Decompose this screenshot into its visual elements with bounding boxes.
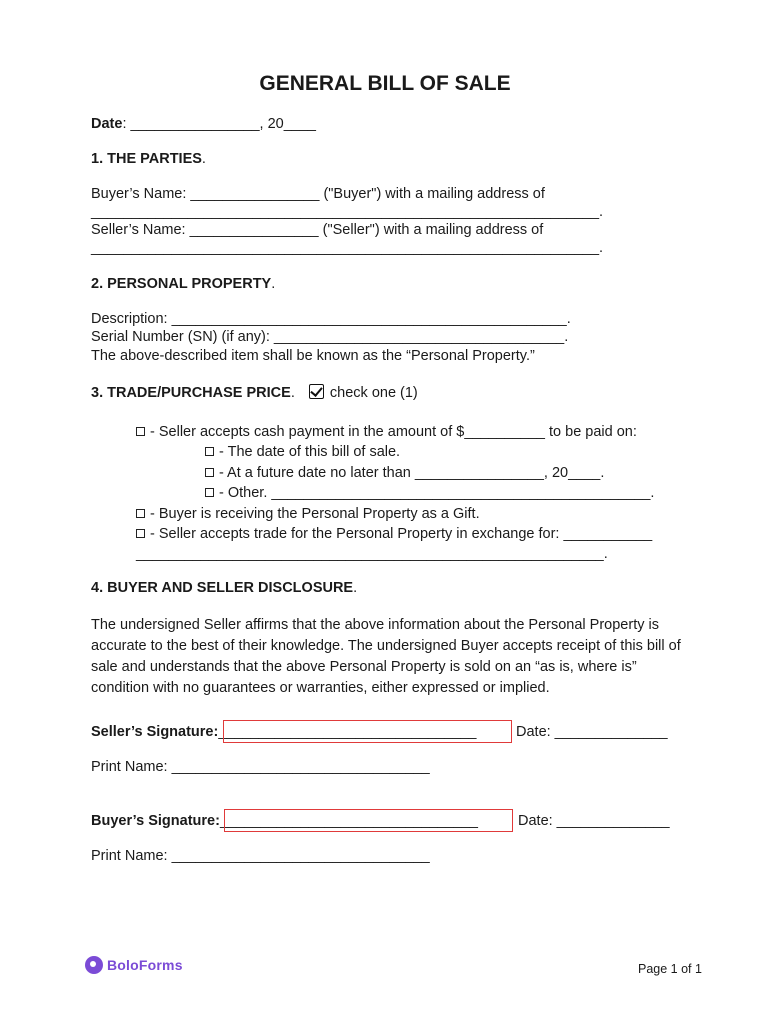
option-text: - Buyer is receiving the Personal Property as a Gift. — [150, 506, 480, 522]
heading-period: . — [290, 385, 295, 401]
known-as-line: The above-described item shall be known as the “Personal Property.” — [91, 348, 535, 364]
option-gift — [136, 506, 480, 522]
section-heading-text: 1. THE PARTIES — [91, 151, 202, 167]
buyer-date-line: Date: ______________ — [518, 813, 670, 829]
section-property-heading — [91, 276, 275, 292]
seller-signature-field[interactable] — [223, 720, 512, 743]
section-disclosure-heading — [91, 580, 357, 596]
boloforms-logo-icon — [85, 956, 103, 974]
checkbox-icon[interactable] — [205, 488, 214, 497]
boloforms-logo — [85, 956, 183, 974]
section-heading-text: 3. TRADE/PURCHASE PRICE — [91, 385, 291, 401]
seller-print-name-line: Print Name: ________________________________ — [91, 759, 430, 775]
checkbox-icon[interactable] — [136, 509, 145, 518]
buyer-signature-label: Buyer’s Signature — [91, 813, 216, 829]
label-colon: : — [215, 813, 220, 829]
page-number: Page 1 of 1 — [638, 962, 702, 976]
option-trade-line: __________________________________________________________. — [136, 546, 608, 562]
heading-period: . — [201, 151, 206, 167]
option-text: - The date of this bill of sale. — [219, 444, 401, 460]
description-line: Description: _________________________________________________. — [91, 311, 571, 327]
document-title: GENERAL BILL OF SALE — [259, 72, 511, 95]
buyer-name-line: Buyer’s Name: ________________ ("Buyer") with a mailing address of — [91, 186, 545, 202]
heading-period: . — [271, 276, 276, 292]
option-cash — [136, 424, 637, 440]
seller-signature-line: ________________________________ — [218, 724, 477, 740]
label-colon: : — [213, 724, 219, 740]
check-one-text: check one (1) — [329, 385, 418, 401]
serial-number-line: Serial Number (SN) (if any): ____________________________________. — [91, 329, 569, 345]
checkbox-icon[interactable] — [205, 468, 214, 477]
buyer-signature-field[interactable] — [224, 809, 513, 832]
heading-period: . — [353, 580, 358, 596]
logo-text: BoloForms — [107, 957, 183, 973]
date-field: : ________________, 20____ — [122, 116, 316, 132]
buyer-address-line: _______________________________________________________________. — [91, 204, 604, 220]
check-icon — [309, 384, 324, 399]
option-cash-date — [205, 444, 400, 460]
date-line — [91, 116, 316, 132]
option-text: - Seller accepts cash payment in the amount of $__________ to be paid on: — [150, 424, 637, 440]
option-cash-future — [205, 465, 604, 481]
checkbox-icon[interactable] — [136, 529, 145, 538]
buyer-print-name-line: Print Name: ________________________________ — [91, 848, 430, 864]
option-text: - Other. _______________________________________________. — [219, 485, 655, 501]
section-price-heading — [91, 384, 418, 401]
checkbox-icon[interactable] — [205, 447, 214, 456]
option-text: - Seller accepts trade for the Personal Property in exchange for: ___________ — [150, 526, 653, 542]
seller-name-line: Seller’s Name: ________________ ("Seller") with a mailing address of — [91, 222, 544, 238]
date-label: Date — [91, 116, 123, 132]
seller-address-line: _______________________________________________________________. — [91, 240, 604, 256]
section-heading-text: 2. PERSONAL PROPERTY — [91, 276, 272, 292]
buyer-signature-line: ________________________________ — [219, 813, 478, 829]
option-trade — [136, 526, 652, 542]
disclosure-paragraph: The undersigned Seller affirms that the above information about the Personal Property is accurate to the best of their knowledge. The undersigned Buyer accepts receipt of this bill of sale and understands that the above Personal Property is sold on an “as is, where is” condition with no guarantees or warranties, either expressed or implied. — [91, 617, 681, 696]
seller-signature-label: Seller’s Signature — [91, 724, 214, 740]
seller-date-line: Date: ______________ — [516, 724, 668, 740]
section-parties-heading — [91, 151, 206, 167]
option-text: - At a future date no later than ________________, 20____. — [219, 465, 605, 481]
checkbox-icon[interactable] — [136, 427, 145, 436]
option-cash-other — [205, 485, 654, 501]
section-heading-text: 4. BUYER AND SELLER DISCLOSURE — [91, 580, 354, 596]
